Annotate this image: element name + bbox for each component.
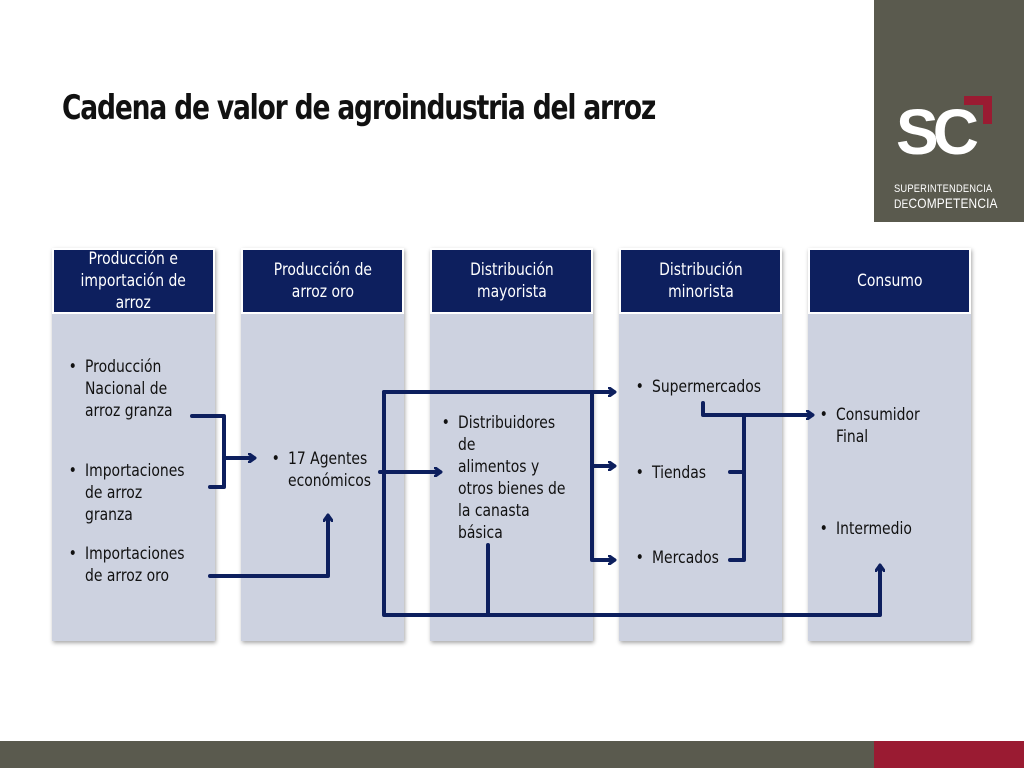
logo-accent-mark [964,96,992,124]
stage-body [808,314,971,641]
stage-consumo [808,248,971,641]
stage-produccion-oro [241,248,404,641]
stage-body [430,314,593,641]
item-tiendas: • Tiendas [652,462,706,484]
item-produccion-nacional: • Producción Nacional de arroz granza [85,356,173,422]
footer-bar-red [874,741,1024,768]
stage-header [808,248,971,314]
item-distribuidores: • Distribuidores de alimentos y otros bienes de la canasta básica [458,412,569,545]
arrow-minorista-spine [592,392,614,560]
stage-header-label: Producción e importación de arroz [80,248,187,314]
item-intermedio: • Intermedio [836,518,912,540]
stage-header [619,248,782,314]
stage-header-label: Distribución mayorista [469,259,554,302]
stage-header [241,248,404,314]
logo-text-line1: SUPERINTENDENCIA [894,183,993,195]
stage-body [241,314,404,641]
item-supermercados: • Supermercados [652,376,761,398]
stage-header [52,248,215,314]
slide-title: Cadena de valor de agroindustria del arroz [62,88,656,128]
item-consumidor-final: • Consumidor Final [836,404,947,448]
stage-distribucion-minorista [619,248,782,641]
item-importaciones-oro: • Importaciones de arroz oro [85,543,185,587]
logo-text-main: COMPETENCIA [908,195,998,211]
logo-text-line2 [894,195,998,211]
item-importaciones-granza: • Importaciones de arroz granza [85,460,192,526]
stage-produccion-importacion [52,248,215,641]
logo-letters: SC [896,96,973,168]
item-agentes-economicos: • 17 Agentes económicos [288,448,371,492]
stage-header [430,248,593,314]
footer-bar-grey [0,741,874,768]
stage-body [619,314,782,641]
stage-header-label: Distribución minorista [658,259,743,302]
item-mercados: • Mercados [652,547,719,569]
stage-header-label: Consumo [856,270,923,291]
stage-body [52,314,215,641]
sc-logo [874,0,1024,222]
logo-text-prefix: DE [894,197,909,211]
stage-header-label: Producción de arroz oro [273,259,372,302]
stage-distribucion-mayorista [430,248,593,641]
